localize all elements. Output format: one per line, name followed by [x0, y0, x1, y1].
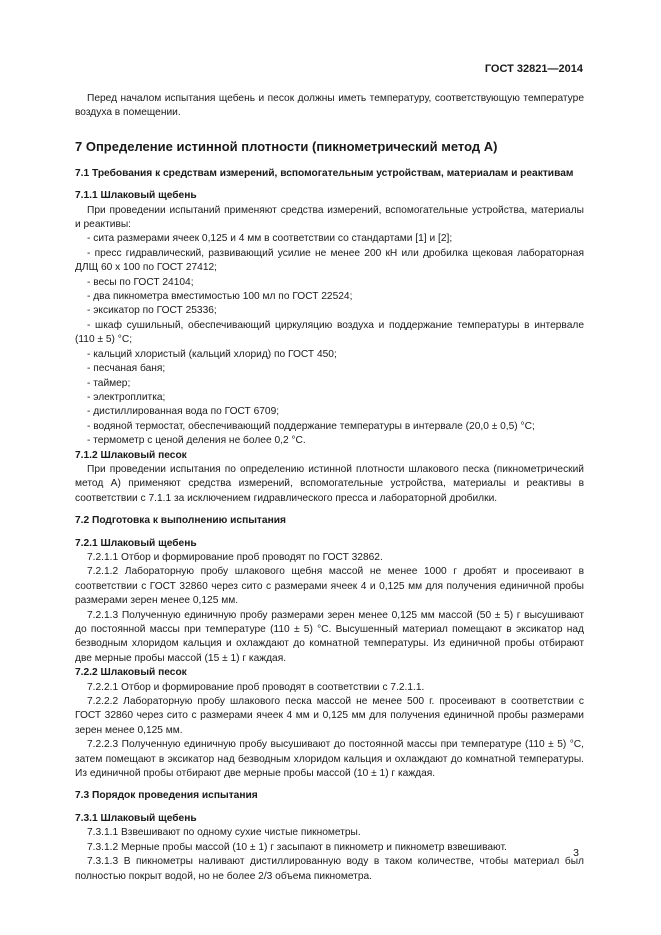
paragraph-7-2-1-1: 7.2.1.1 Отбор и формирование проб проводят по ГОСТ 32862.: [87, 551, 383, 563]
list-item: - сита размерами ячеек 0,125 и 4 мм в соответствии со стандартами [1] и [2];: [87, 233, 453, 245]
list-item: - водяной термостат, обеспечивающий поддержание температуры в интервале (20,0 ± 0,5) °С;: [87, 420, 535, 432]
paragraph-7-2-2-1: 7.2.2.1 Отбор и формирование проб проводят в соответствии с 7.2.1.1.: [87, 681, 425, 693]
section-7-title: 7 Определение истинной плотности (пикнометрический метод А): [75, 138, 498, 154]
list-item: - шкаф сушильный, обеспечивающий циркуляцию воздуха и поддержание температуры в интервале (110 ± 5) °С;: [75, 319, 584, 346]
standard-code: ГОСТ 32821—2014: [484, 63, 583, 75]
section-7-1-1-title: 7.1.1 Шлаковый щебень: [75, 190, 197, 202]
paragraph-7-3-1-3: 7.3.1.3 В пикнометры наливают дистиллированную воду в таком количестве, чтобы материал был полностью покрыт водой, но не более 2/3 объема пикнометра.: [75, 856, 584, 882]
equipment-list: [75, 232, 584, 448]
paragraph-7-3-1-2: 7.3.1.2 Мерные пробы массой (10 ± 1) г засыпают в пикнометр и пикнометр взвешивают.: [87, 841, 507, 853]
list-item: - весы по ГОСТ 24104;: [87, 276, 194, 288]
section-7-3-title: 7.3 Порядок проведения испытания: [75, 790, 258, 802]
section-7-1-title: 7.1 Требования к средствам измерений, вспомогательным устройствам, материалам и реактивам: [75, 167, 574, 179]
section-7-3-1-title: 7.3.1 Шлаковый щебень: [75, 812, 197, 824]
page-number: 3: [573, 847, 579, 859]
page-content: [75, 92, 584, 884]
intro-paragraph: Перед началом испытания щебень и песок должны иметь температуру, соответствующую температуре воздуха в помещении.: [75, 93, 584, 119]
section-7-1-1-intro: При проведении испытаний применяют средства измерений, вспомогательные устройства, материалы и реактивы:: [75, 204, 584, 231]
list-item: - таймер;: [87, 377, 131, 389]
section-7-2-2-title: 7.2.2 Шлаковый песок: [75, 667, 187, 679]
list-item: - электроплитка;: [87, 391, 166, 403]
list-item: - эксикатор по ГОСТ 25336;: [87, 305, 217, 317]
paragraph-7-2-1-3: 7.2.1.3 Полученную единичную пробу размерами зерен менее 0,125 мм массой (50 ± 5) г высушивают до постоянной массы при температуре (110 ± 5) °С. Высушенный материал помещают в эксикатор над безводным хлоридом кальция и охлаждают до комнатной температуры. Из единичной пробы отбирают две мерные пробы массой (15 ± 1) г каждая.: [75, 609, 584, 664]
list-item: - пресс гидравлический, развивающий усилие не менее 200 кН или дробилка щековая лабораторная ДЛЩ 60 x 100 по ГОСТ 27412;: [75, 247, 584, 274]
paragraph-7-2-1-2: 7.2.1.2 Лабораторную пробу шлакового щебня массой не менее 1000 г дробят и просеивают в соответствии с ГОСТ 32860 через сито с размерами ячеек 4 и 0,125 мм для получения единичной пробы размерами зерен менее 0,125 мм.: [75, 566, 584, 607]
paragraph-7-3-1-1: 7.3.1.1 Взвешивают по одному сухие чистые пикнометры.: [87, 827, 361, 839]
list-item: - два пикнометра вместимостью 100 мл по ГОСТ 22524;: [87, 291, 353, 303]
list-item: - термометр с ценой деления не более 0,2 °С.: [87, 435, 306, 447]
section-7-2-1-title: 7.2.1 Шлаковый щебень: [75, 537, 197, 549]
paragraph-7-2-2-2: 7.2.2.2 Лабораторную пробу шлакового песка массой не менее 500 г. просеивают в соответствии с ГОСТ 32860 через сито с размерами ячеек 4 мм и 0,125 мм для получения единичной пробы размерами зерен менее 0,125 мм.: [75, 696, 584, 736]
list-item: - кальций хлористый (кальций хлорид) по ГОСТ 450;: [87, 348, 337, 360]
list-item: - песчаная баня;: [87, 363, 166, 375]
section-7-2-title: 7.2 Подготовка к выполнению испытания: [75, 515, 286, 527]
section-7-1-2-title: 7.1.2 Шлаковый песок: [75, 449, 187, 461]
list-item: - дистиллированная вода по ГОСТ 6709;: [87, 406, 280, 418]
section-7-1-2-text: При проведении испытания по определению истинной плотности шлакового песка (пикнометрический метод А) применяют средства измерений, вспомогательные устройства, материалы и реактивы в соответствии с 7.1.1 за исключением гидравлического пресса и лабораторной дробилки.: [75, 463, 584, 504]
paragraph-7-2-2-3: 7.2.2.3 Полученную единичную пробу высушивают до постоянной массы при температуре (110 ± 5) °С, затем помещают в эксикатор над безводным хлоридом кальция и охлаждают до комнатной температуры. Из единичной пробы отбирают две мерные пробы массой (10 ± 1) г каждая.: [75, 739, 584, 780]
